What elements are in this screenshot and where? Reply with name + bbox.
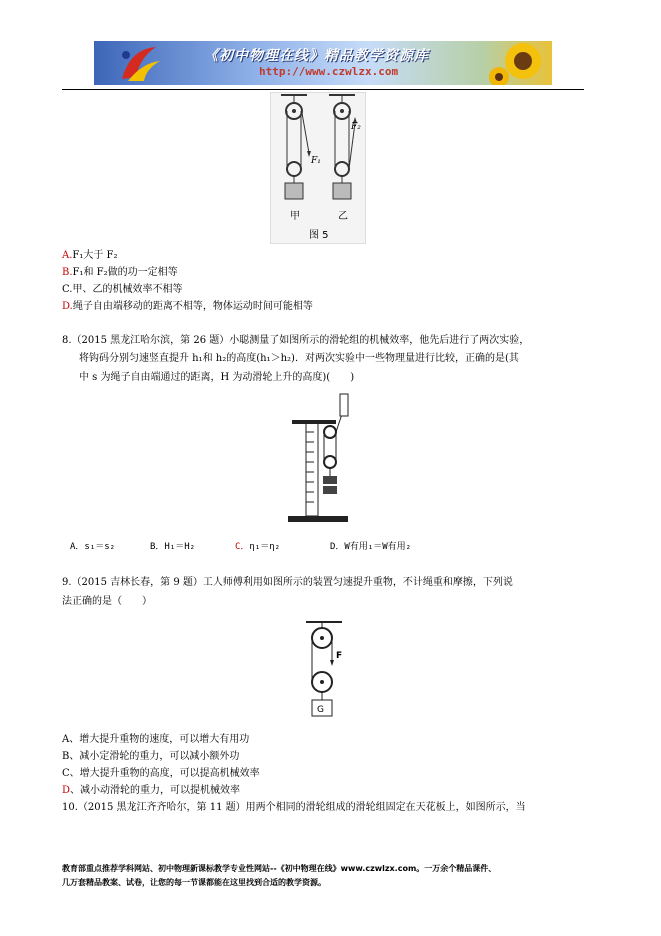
q8-option-c: C．η₁＝η₂ bbox=[235, 542, 281, 552]
force-f1-label: F₁ bbox=[311, 156, 321, 166]
figure-label-right: 乙 bbox=[338, 211, 348, 222]
q8-stem-line-1: 8.（2015 黑龙江哈尔滨，第 26 题）小聪测量了如图所示的滑轮组的机械效率，他先后进行了两次实验， bbox=[62, 335, 530, 346]
figure-caption: 图 5 bbox=[309, 230, 329, 241]
q9-option-d: D、减小动滑轮的重力，可以提机械效率 bbox=[62, 785, 241, 796]
header-rule bbox=[62, 89, 584, 90]
q9-option-a: A、增大提升重物的速度，可以增大有用功 bbox=[62, 734, 250, 745]
q8-option-b: B．H₁＝H₂ bbox=[150, 542, 196, 552]
q10-stem-line-1: 10.（2015 黑龙江齐齐哈尔，第 11 题）用两个相同的滑轮组成的滑轮组固定在天花板上，如图所示，当 bbox=[62, 802, 526, 813]
q9-option-b: B、减小定滑轮的重力，可以减小额外功 bbox=[62, 751, 240, 762]
page-footer bbox=[62, 862, 602, 890]
weight-g-label: G bbox=[317, 705, 324, 715]
pulley-diagram-q9 bbox=[300, 620, 350, 720]
figure-5 bbox=[270, 92, 366, 244]
q8-option-d: D．W有用₁＝W有用₂ bbox=[330, 542, 412, 552]
banner-title: 《初中物理在线》精品教学资源库 bbox=[204, 48, 429, 64]
sunflower-icon bbox=[489, 41, 552, 85]
q8-option-a: A．s₁＝s₂ bbox=[70, 542, 116, 552]
site-logo-icon bbox=[116, 43, 162, 83]
q7-option-c: C.甲、乙的机械效率不相等 bbox=[62, 284, 183, 295]
figure-label-left: 甲 bbox=[290, 211, 300, 222]
force-f2-label: F₂ bbox=[351, 122, 361, 132]
q8-stem-line-3: 中 s 为绳子自由端通过的距离，H 为动滑轮上升的高度)( ) bbox=[79, 372, 355, 383]
q9-stem-line-1: 9.（2015 吉林长春，第 9 题）工人师傅利用如图所示的装置匀速提升重物，不计绳重和摩擦，下列说 bbox=[62, 577, 513, 588]
footer-line-1: 教育部重点推荐学科网站、初中物理新课标教学专业性网站--《初中物理在线》www.czwlzx.com。一万余个精品课件、 bbox=[62, 864, 497, 873]
q7-option-a: A.F₁大于 F₂ bbox=[62, 250, 118, 261]
q7-option-b: B.F₁和 F₂做的功一定相等 bbox=[62, 267, 178, 278]
q9-stem-line-2: 法正确的是（ ） bbox=[62, 596, 152, 607]
header-banner bbox=[94, 41, 552, 85]
pulley-diagram-figure-5 bbox=[271, 93, 365, 243]
q7-option-d: D.绳子自由端移动的距离不相等，物体运动时间可能相等 bbox=[62, 301, 313, 312]
q8-stem-line-2: 将钩码分别匀速竖直提升 h₁和 h₂的高度(h₁＞h₂)．对两次实验中一些物理量进行比较，正确的是(其 bbox=[79, 353, 519, 364]
banner-url[interactable]: http://www.czwlzx.com bbox=[259, 65, 399, 78]
pulley-stand-diagram bbox=[286, 392, 366, 524]
force-f-label: F bbox=[336, 651, 343, 661]
q9-option-c: C、增大提升重物的高度，可以提高机械效率 bbox=[62, 768, 260, 779]
footer-line-2: 几万套精品教案、试卷，让您的每一节课都能在这里找到合适的教学资源。 bbox=[62, 878, 326, 887]
